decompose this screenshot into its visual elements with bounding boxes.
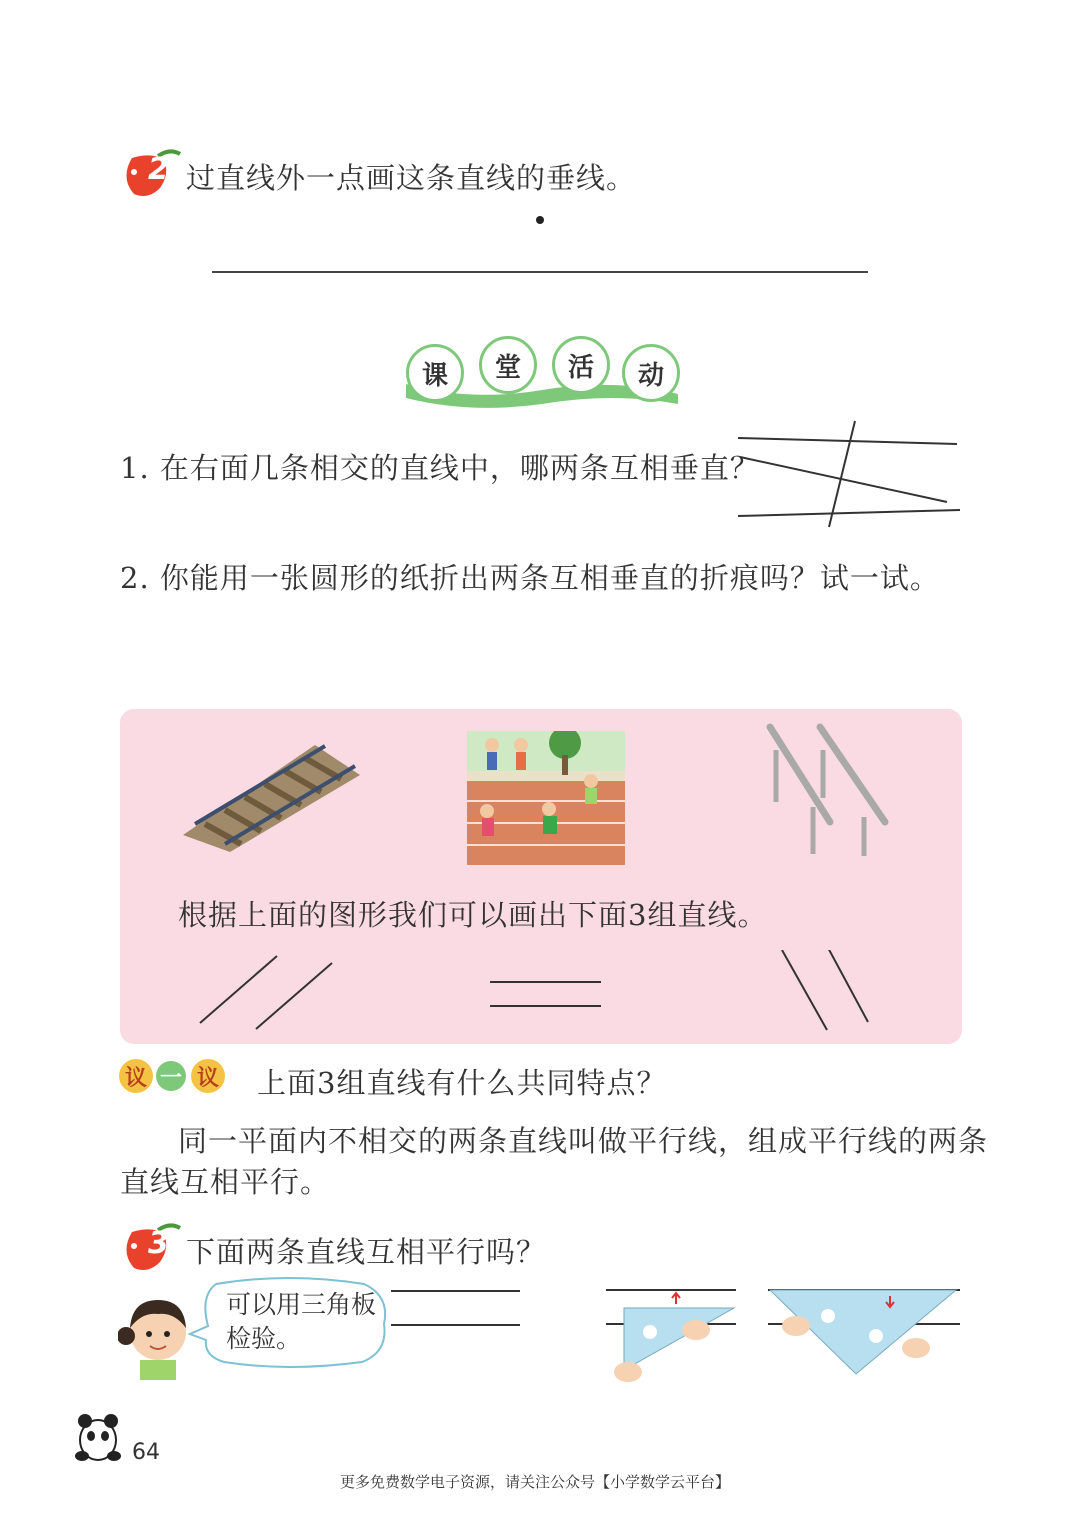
point-and-line-diagram: [200, 205, 880, 285]
question-1: 1. 在右面几条相交的直线中，哪两条互相垂直？: [120, 451, 760, 485]
page-number: 64: [132, 1440, 160, 1465]
parallel-line-sets: [190, 950, 890, 1035]
bubble-line-2: 检验。: [226, 1324, 302, 1353]
question-2: 2. 你能用一张圆形的纸折出两条互相垂直的折痕吗？试一试。: [120, 561, 940, 595]
example-number: 2: [148, 152, 169, 187]
point-dot: [536, 216, 544, 224]
example-badge-3: [118, 1222, 184, 1274]
bubble-line-1: 可以用三角板: [226, 1290, 377, 1319]
example-3-text: 下面两条直线互相平行吗？: [186, 1235, 547, 1269]
triangle-ruler-demo-2: [766, 1284, 964, 1379]
discuss-char-3: 议: [191, 1059, 225, 1093]
railway-track-image: [175, 740, 365, 855]
girl-character-image: [118, 1292, 198, 1382]
test-line-pair: [388, 1284, 528, 1334]
discuss-char-1: 议: [119, 1059, 153, 1093]
example-badge-2: [118, 148, 184, 200]
footer-note: 更多免费数学电子资源，请关注公众号【小学数学云平台】: [340, 1473, 731, 1491]
definition-line-2: 直线互相平行。: [120, 1165, 331, 1199]
panda-icon: [74, 1410, 124, 1466]
parallel-bars-image: [760, 722, 895, 862]
panel-text: 根据上面的图形我们可以画出下面3组直线。: [178, 898, 768, 932]
discuss-question: 上面3组直线有什么共同特点？: [257, 1066, 667, 1100]
activity-char-4: 动: [622, 344, 680, 402]
activity-char-3: 活: [552, 336, 610, 394]
example-2-text: 过直线外一点画这条直线的垂线。: [186, 161, 637, 195]
definition-line-1: 同一平面内不相交的两条直线叫做平行线，组成平行线的两条: [178, 1124, 989, 1158]
activity-char-1: 课: [406, 344, 464, 402]
example-number: 3: [148, 1226, 169, 1261]
running-track-image: [467, 731, 625, 865]
activity-char-2: 堂: [479, 336, 537, 394]
triangle-ruler-demo-1: [604, 1284, 739, 1394]
intersecting-lines-figure: [735, 418, 965, 533]
discuss-char-2: 一: [156, 1061, 186, 1091]
